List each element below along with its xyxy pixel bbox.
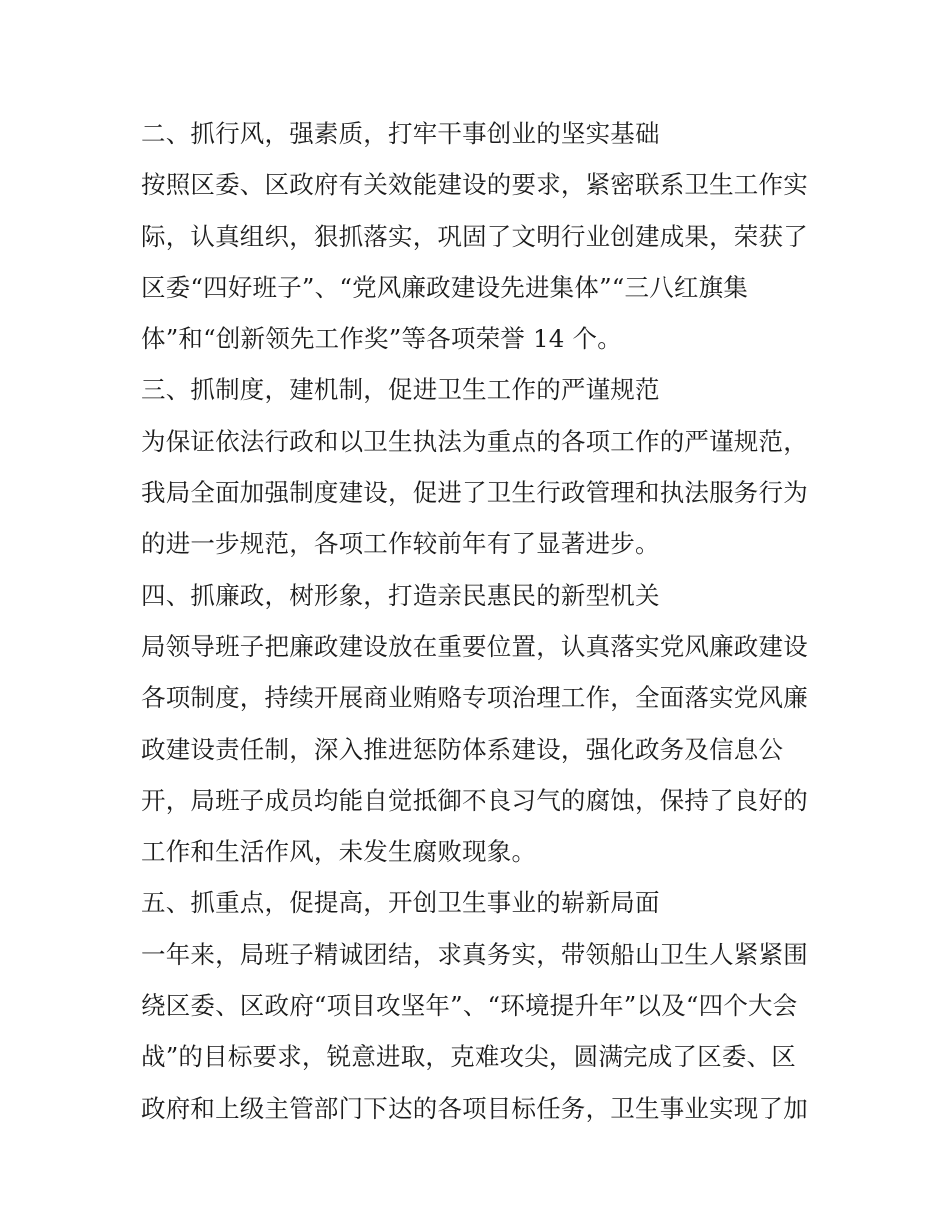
section-heading-4: 四、抓廉政，树形象，打造亲民惠民的新型机关 <box>141 580 660 610</box>
paragraph-line: 际，认真组织，狠抓落实，巩固了文明行业创建成果，荣获了 <box>141 221 808 251</box>
paragraph-line: 为保证依法行政和以卫生执法为重点的各项工作的严谨规范， <box>141 426 808 456</box>
paragraph-line: 按照区委、区政府有关效能建设的要求，紧密联系卫生工作实 <box>141 170 808 200</box>
paragraph-line: 绕区委、区政府“项目攻坚年”、“环境提升年”以及“四个大会 <box>141 991 798 1021</box>
section-heading-3: 三、抓制度，建机制，促进卫生工作的严谨规范 <box>141 375 660 405</box>
section-heading-5: 五、抓重点，促提高，开创卫生事业的崭新局面 <box>141 888 660 918</box>
paragraph-line: 一年来，局班子精诚团结，求真务实，带领船山卫生人紧紧围 <box>141 939 808 969</box>
paragraph-line: 体”和“创新领先工作奖”等各项荣誉 14 个。 <box>141 324 622 354</box>
paragraph-line: 局领导班子把廉政建设放在重要位置，认真落实党风廉政建设 <box>141 631 808 661</box>
paragraph-line: 工作和生活作风，未发生腐败现象。 <box>141 837 537 867</box>
section-heading-2: 二、抓行风，强素质，打牢干事创业的坚实基础 <box>141 119 660 148</box>
paragraph-line: 我局全面加强制度建设，促进了卫生行政管理和执法服务行为 <box>141 478 808 508</box>
paragraph-line: 的进一步规范，各项工作较前年有了显著进步。 <box>141 529 660 559</box>
paragraph-line: 政建设责任制，深入推进惩防体系建设，强化政务及信息公 <box>141 734 784 764</box>
paragraph-line: 区委“四好班子”、“党风廉政建设先进集体”“三八红旗集 <box>141 272 749 302</box>
paragraph-line: 开，局班子成员均能自觉抵御不良习气的腐蚀，保持了良好的 <box>141 785 808 815</box>
paragraph-line: 战”的目标要求，锐意进取，克难攻尖，圆满完成了区委、区 <box>141 1042 796 1072</box>
paragraph-line: 各项制度，持续开展商业贿赂专项治理工作，全面落实党风廉 <box>141 683 808 713</box>
paragraph-line: 政府和上级主管部门下达的各项目标任务，卫生事业实现了加 <box>141 1093 808 1123</box>
document-body <box>141 108 821 1134</box>
